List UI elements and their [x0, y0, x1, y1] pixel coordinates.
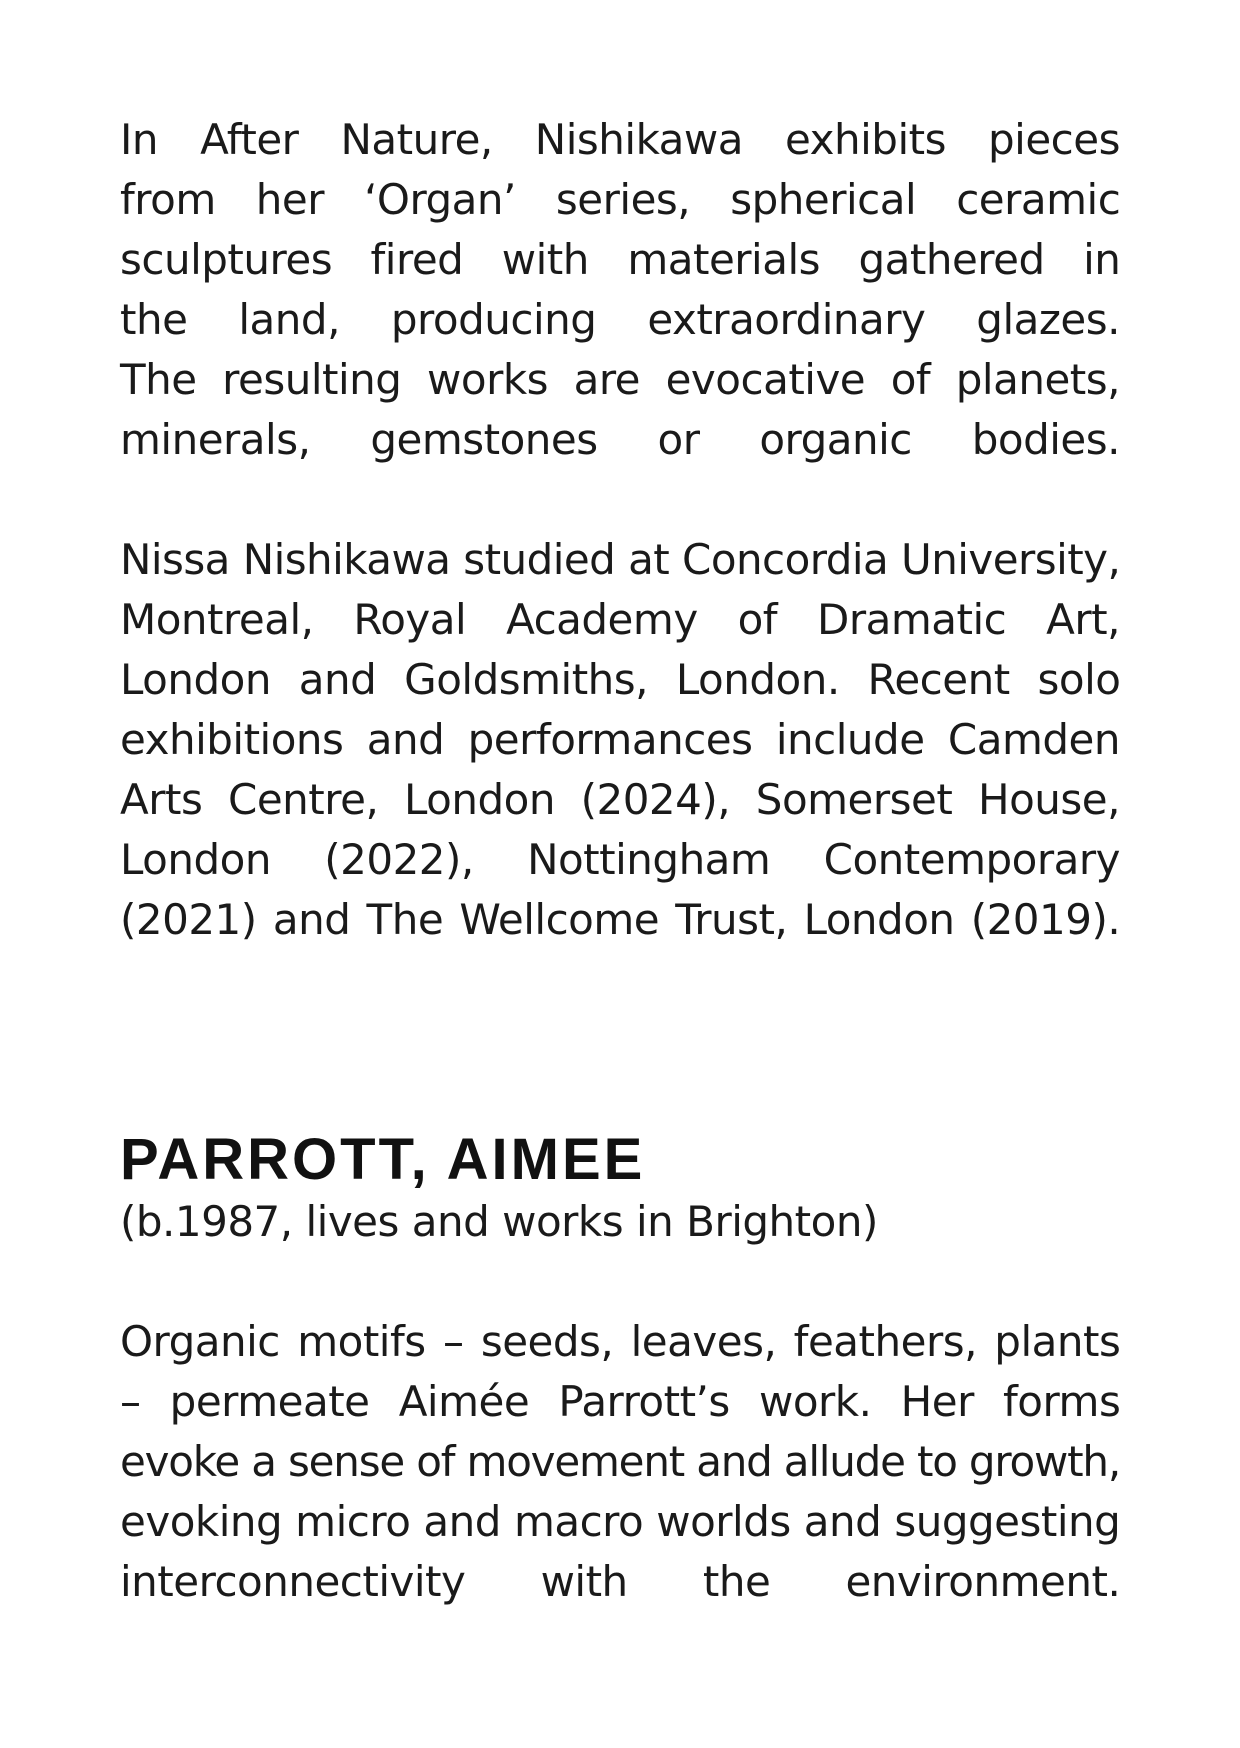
text-line: evoking micro and macro worlds and suggesting: [120, 1497, 1121, 1546]
artist-bio-meta: (b.1987, lives and works in Brighton): [120, 1197, 878, 1246]
nishikawa-paragraph-2: [120, 530, 1120, 950]
text-line: The resulting works are evocative of planets,: [120, 355, 1120, 404]
nishikawa-paragraph-1: [120, 110, 1120, 470]
text-line: evoke a sense of movement and allude to growth,: [120, 1437, 1120, 1486]
text-line: the land, producing extraordinary glazes.: [120, 295, 1120, 344]
text-line: exhibitions and performances include Camden: [120, 715, 1120, 764]
text-line: London (2022), Nottingham Contemporary: [120, 835, 1120, 884]
text-line: – permeate Aimée Parrott’s work. Her forms: [120, 1377, 1121, 1426]
text-line: In After Nature, Nishikawa exhibits pieces: [120, 115, 1120, 164]
paragraph-spacer: [120, 470, 1120, 530]
text-line: Arts Centre, London (2024), Somerset House,: [120, 775, 1120, 824]
parrott-paragraph-1: [120, 1312, 1120, 1612]
text-line: interconnectivity with the environment.: [120, 1557, 1121, 1606]
artist-name-heading: PARROTT, AIMEE: [120, 1127, 646, 1192]
text-line: Nissa Nishikawa studied at Concordia University,: [120, 535, 1121, 584]
text-line: sculptures fired with materials gathered in: [120, 235, 1121, 284]
section-spacer: [120, 950, 1120, 1128]
text-line: minerals, gemstones or organic bodies.: [120, 415, 1120, 464]
text-line: London and Goldsmiths, London. Recent solo: [120, 655, 1121, 704]
text-line: (2021) and The Wellcome Trust, London (2019).: [120, 895, 1121, 944]
text-line: Organic motifs – seeds, leaves, feathers, plants: [120, 1317, 1121, 1366]
paragraph-spacer: [120, 1252, 1120, 1312]
document-page: [120, 110, 1120, 1612]
text-line: from her ‘Organ’ series, spherical ceramic: [120, 175, 1121, 224]
text-line: Montreal, Royal Academy of Dramatic Art,: [120, 595, 1120, 644]
